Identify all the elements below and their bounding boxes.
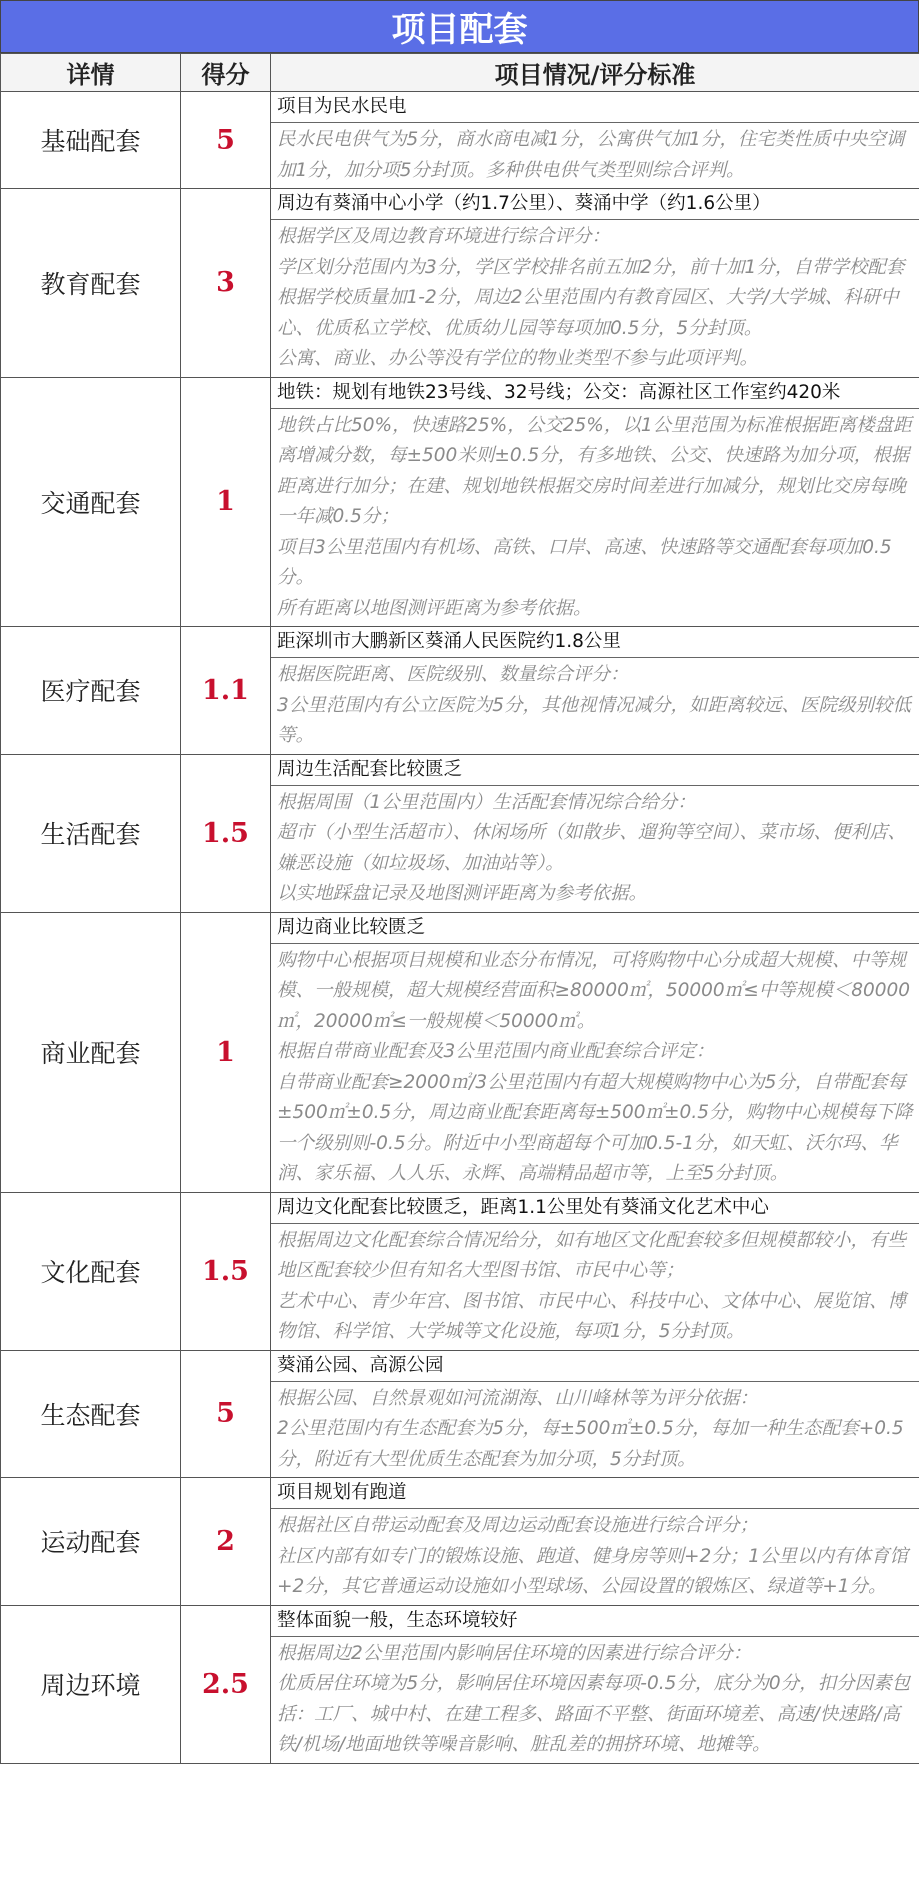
table-row [1, 377, 919, 627]
criteria-paragraph: 根据社区自带运动配套及周边运动配套设施进行综合评分； [277, 1515, 759, 1536]
category-cell: 基础配套 [1, 92, 181, 189]
info-cell [271, 1350, 919, 1478]
category-cell: 运动配套 [1, 1478, 181, 1606]
project-summary: 项目规划有跑道 [271, 1478, 919, 1509]
category-cell: 交通配套 [1, 377, 181, 627]
table-title: 项目配套 [0, 0, 919, 53]
info-cell [271, 912, 919, 1192]
score-cell: 2 [181, 1478, 271, 1606]
table-row [1, 92, 919, 189]
header-score: 得分 [181, 54, 271, 92]
category-cell: 周边环境 [1, 1605, 181, 1763]
criteria-paragraph: 2公里范围内有生态配套为5分，每±500㎡±0.5分，每加一种生态配套+0.5分，附近有大型优质生态配套为加分项，5分封顶。 [277, 1418, 904, 1470]
score-cell: 1 [181, 912, 271, 1192]
criteria-paragraph: 地铁占比50%，快速路25%，公交25%，以1公里范围为标准根据距离楼盘距离增减分数，每±500米则±0.5分，有多地铁、公交、快速路为加分项，根据距离进行加分；在建、规划地铁根据交房时间差进行加减分，规划比交房每晚一年减0.5分； [277, 414, 912, 527]
criteria-paragraph: 超市（小型生活超市）、休闲场所（如散步、遛狗等空间）、菜市场、便利店、嫌恶设施（如垃圾场、加油站等）。 [277, 822, 907, 874]
criteria-paragraph: 民水民电供气为5分，商水商电减1分，公寓供气加1分，住宅类性质中央空调加1分，加分项5分封顶。多种供电供气类型则综合评判。 [277, 129, 905, 181]
score-cell: 5 [181, 1350, 271, 1478]
criteria-paragraph: 根据周边文化配套综合情况给分，如有地区文化配套较多但规模都较小，有些地区配套较少但有知名大型图书馆、市民中心等； [277, 1229, 907, 1281]
scoring-criteria [271, 658, 919, 754]
score-cell: 2.5 [181, 1605, 271, 1763]
score-table [0, 53, 919, 1764]
table-row [1, 189, 919, 378]
project-summary: 地铁：规划有地铁23号线、32号线；公交：高源社区工作室约420米 [271, 378, 919, 409]
criteria-paragraph: 所有距离以地图测评距离为参考依据。 [277, 597, 592, 619]
info-cell [271, 377, 919, 627]
project-summary: 周边商业比较匮乏 [271, 913, 919, 944]
project-summary: 周边有葵涌中心小学（约1.7公里）、葵涌中学（约1.6公里） [271, 189, 919, 220]
info-cell [271, 1192, 919, 1350]
criteria-paragraph: 艺术中心、青少年宫、图书馆、市民中心、科技中心、文体中心、展览馆、博物馆、科学馆、大学城等文化设施，每项1分，5分封顶。 [277, 1290, 907, 1342]
header-detail: 详情 [1, 54, 181, 92]
scoring-criteria [271, 1509, 919, 1605]
criteria-paragraph: 学区划分范围内为3分，学区学校排名前五加2分，前十加1分，自带学校配套根据学校质量加1-2分，周边2公里范围内有教育园区、大学/大学城、科研中心、优质私立学校、优质幼儿园等每项加0.5分，5分封顶。 [277, 256, 905, 339]
info-cell [271, 1605, 919, 1763]
header-row [1, 54, 919, 92]
scoring-criteria [271, 786, 919, 912]
project-summary: 项目为民水民电 [271, 92, 919, 123]
info-cell [271, 1478, 919, 1606]
scoring-criteria [271, 1382, 919, 1478]
table-row [1, 1350, 919, 1478]
table-body [1, 92, 919, 1764]
criteria-paragraph: 以实地踩盘记录及地图测评距离为参考依据。 [277, 883, 648, 904]
project-summary: 距深圳市大鹏新区葵涌人民医院约1.8公里 [271, 627, 919, 658]
score-cell: 1.5 [181, 1192, 271, 1350]
scoring-criteria [271, 220, 919, 377]
criteria-paragraph: 根据周边2公里范围内影响居住环境的因素进行综合评分： [277, 1642, 752, 1664]
header-standard: 项目情况/评分标准 [271, 54, 919, 92]
category-cell: 医疗配套 [1, 627, 181, 755]
category-cell: 教育配套 [1, 189, 181, 378]
scoring-criteria [271, 944, 919, 1192]
project-summary: 周边文化配套比较匮乏，距离1.1公里处有葵涌文化艺术中心 [271, 1193, 919, 1224]
category-cell: 生活配套 [1, 754, 181, 912]
project-summary: 周边生活配套比较匮乏 [271, 755, 919, 786]
criteria-paragraph: 根据周围（1公里范围内）生活配套情况综合给分： [277, 791, 696, 813]
criteria-paragraph: 社区内部有如专门的锻炼设施、跑道、健身房等则+2分；1公里以内有体育馆+2分，其它普通运动设施如小型球场、公园设置的锻炼区、绿道等+1分。 [277, 1545, 909, 1597]
criteria-paragraph: 根据自带商业配套及3公里范围内商业配套综合评定： [277, 1041, 715, 1062]
scoring-criteria [271, 1224, 919, 1350]
score-cell: 5 [181, 92, 271, 189]
category-cell: 生态配套 [1, 1350, 181, 1478]
criteria-paragraph: 自带商业配套≥2000㎡/3公里范围内有超大规模购物中心为5分，自带配套每±500㎡±0.5分，周边商业配套距离每±500㎡±0.5分，购物中心规模每下降一个级别则-0.5分。附近中小型商超每个可加0.5-1分，如天虹、沃尔玛、华润、家乐福、人人乐、永辉、高端精品超市等，上至5分封顶。 [277, 1071, 913, 1184]
info-cell [271, 92, 919, 189]
table-row [1, 1478, 919, 1606]
criteria-paragraph: 根据公园、自然景观如河流湖海、山川峰林等为评分依据： [277, 1387, 759, 1409]
scoring-criteria [271, 409, 919, 627]
category-cell: 文化配套 [1, 1192, 181, 1350]
project-summary: 葵涌公园、高源公园 [271, 1351, 919, 1382]
score-cell: 3 [181, 189, 271, 378]
table-row [1, 912, 919, 1192]
info-cell [271, 627, 919, 755]
scoring-criteria [271, 123, 919, 188]
criteria-paragraph: 优质居住环境为5分，影响居住环境因素每项-0.5分，底分为0分，扣分因素包括：工厂、城中村、在建工程多、路面不平整、街面环境差、高速/快速路/高铁/机场/地面地铁等噪音影响、脏乱差的拥挤环境、地摊等。 [277, 1673, 911, 1755]
criteria-paragraph: 项目3公里范围内有机场、高铁、口岸、高速、快速路等交通配套每项加0.5分。 [277, 536, 892, 588]
category-cell: 商业配套 [1, 912, 181, 1192]
criteria-paragraph: 公寓、商业、办公等没有学位的物业类型不参与此项评判。 [277, 348, 759, 369]
criteria-paragraph: 3公里范围内有公立医院为5分，其他视情况减分，如距离较远、医院级别较低等。 [277, 694, 912, 746]
info-cell [271, 189, 919, 378]
info-cell [271, 754, 919, 912]
score-cell: 1.1 [181, 627, 271, 755]
table-row [1, 1605, 919, 1763]
table-row [1, 1192, 919, 1350]
score-cell: 1.5 [181, 754, 271, 912]
table-row [1, 754, 919, 912]
criteria-paragraph: 根据医院距离、医院级别、数量综合评分： [277, 664, 629, 685]
table-row [1, 627, 919, 755]
criteria-paragraph: 根据学区及周边教育环境进行综合评分： [277, 226, 611, 247]
project-summary: 整体面貌一般，生态环境较好 [271, 1606, 919, 1637]
score-cell: 1 [181, 377, 271, 627]
scoring-criteria [271, 1637, 919, 1763]
criteria-paragraph: 购物中心根据项目规模和业态分布情况，可将购物中心分成超大规模、中等规模、一般规模，超大规模经营面积≥80000㎡，50000㎡≤中等规模＜80000㎡，20000㎡≤一般规模＜50000㎡。 [277, 949, 911, 1032]
